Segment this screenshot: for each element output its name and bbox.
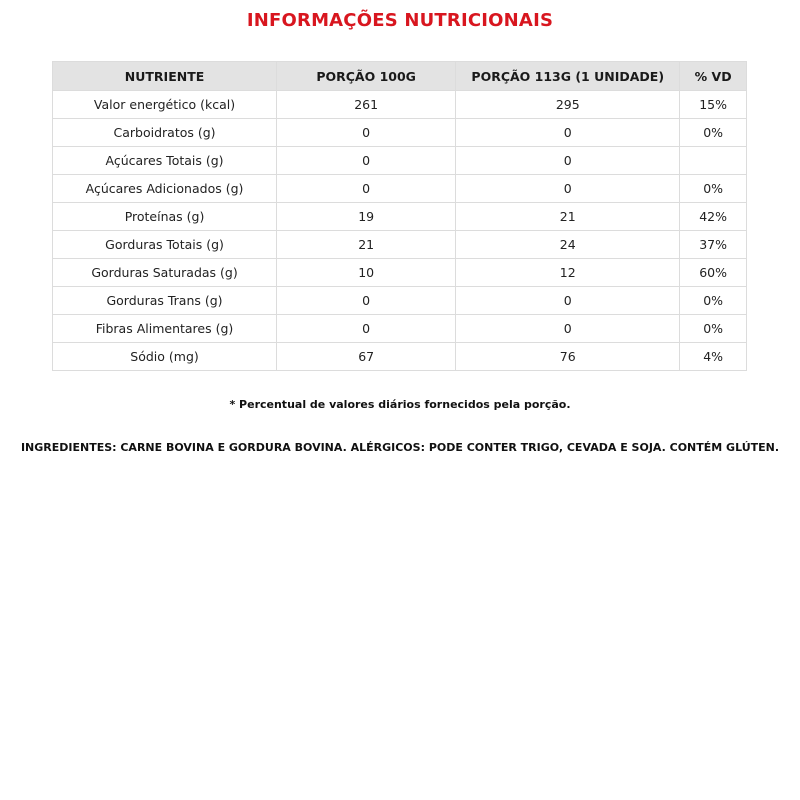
- cell-portion-113g: 76: [456, 343, 680, 371]
- header-porcao-100g: PORÇÃO 100G: [277, 62, 456, 91]
- cell-portion-100g: 67: [277, 343, 456, 371]
- cell-nutrient: Açúcares Totais (g): [53, 147, 277, 175]
- cell-vd: 0%: [680, 287, 747, 315]
- cell-vd: 15%: [680, 91, 747, 119]
- table-row: [53, 91, 747, 119]
- table-row: [53, 259, 747, 287]
- cell-portion-113g: 0: [456, 147, 680, 175]
- header-nutriente: NUTRIENTE: [53, 62, 277, 91]
- cell-portion-113g: 0: [456, 119, 680, 147]
- cell-nutrient: Gorduras Trans (g): [53, 287, 277, 315]
- cell-portion-113g: 12: [456, 259, 680, 287]
- table-row: [53, 315, 747, 343]
- cell-nutrient: Fibras Alimentares (g): [53, 315, 277, 343]
- cell-portion-100g: 0: [277, 175, 456, 203]
- table-row: [53, 343, 747, 371]
- cell-vd: 42%: [680, 203, 747, 231]
- cell-portion-100g: 19: [277, 203, 456, 231]
- cell-portion-100g: 0: [277, 147, 456, 175]
- cell-vd: 37%: [680, 231, 747, 259]
- cell-portion-100g: 0: [277, 119, 456, 147]
- table-row: [53, 175, 747, 203]
- cell-nutrient: Valor energético (kcal): [53, 91, 277, 119]
- cell-portion-100g: 10: [277, 259, 456, 287]
- table-row: [53, 287, 747, 315]
- cell-nutrient: Gorduras Saturadas (g): [53, 259, 277, 287]
- footnote: * Percentual de valores diários fornecidos pela porção.: [229, 398, 571, 411]
- cell-vd: 0%: [680, 175, 747, 203]
- cell-portion-113g: 0: [456, 287, 680, 315]
- header-porcao-113g: PORÇÃO 113G (1 UNIDADE): [456, 62, 680, 91]
- cell-nutrient: Sódio (mg): [53, 343, 277, 371]
- page-title: INFORMAÇÕES NUTRICIONAIS: [246, 10, 554, 31]
- cell-vd: 0%: [680, 119, 747, 147]
- cell-vd: 4%: [680, 343, 747, 371]
- cell-vd: [680, 147, 747, 175]
- cell-nutrient: Açúcares Adicionados (g): [53, 175, 277, 203]
- cell-nutrient: Gorduras Totais (g): [53, 231, 277, 259]
- cell-portion-100g: 261: [277, 91, 456, 119]
- cell-nutrient: Proteínas (g): [53, 203, 277, 231]
- table-row: [53, 203, 747, 231]
- table-header-row: [53, 62, 747, 91]
- nutrition-table: [52, 61, 747, 371]
- cell-nutrient: Carboidratos (g): [53, 119, 277, 147]
- table-row: [53, 147, 747, 175]
- cell-portion-113g: 24: [456, 231, 680, 259]
- table-row: [53, 231, 747, 259]
- cell-vd: 0%: [680, 315, 747, 343]
- table-row: [53, 119, 747, 147]
- header-vd: % VD: [680, 62, 747, 91]
- cell-portion-100g: 0: [277, 315, 456, 343]
- cell-portion-100g: 21: [277, 231, 456, 259]
- cell-portion-113g: 0: [456, 315, 680, 343]
- cell-vd: 60%: [680, 259, 747, 287]
- cell-portion-113g: 295: [456, 91, 680, 119]
- cell-portion-113g: 0: [456, 175, 680, 203]
- cell-portion-113g: 21: [456, 203, 680, 231]
- ingredients-text: INGREDIENTES: CARNE BOVINA E GORDURA BOVINA. ALÉRGICOS: PODE CONTER TRIGO, CEVADA E SOJA. CONTÉM GLÚTEN.: [20, 441, 780, 454]
- cell-portion-100g: 0: [277, 287, 456, 315]
